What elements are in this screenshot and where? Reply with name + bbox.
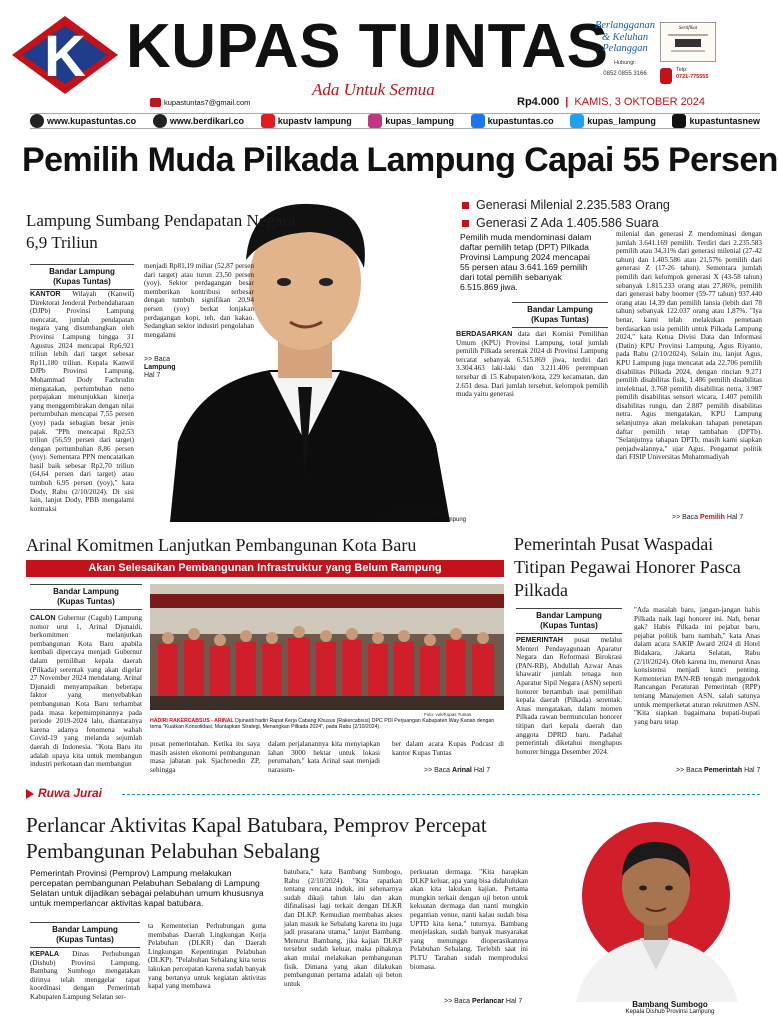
- headline-lead: Pemilih muda mendominasi dalam daftar pemilih tetap (DPT) Pilkada Provinsi Lampung 2024 mencapai 55 persen atau 3.641.169 pemilih dari total pemilih sebanyak 6.515.869 jiwa.: [460, 232, 592, 292]
- main-headline[interactable]: Pemilih Muda Pilkada Lampung Capai 55 Persen: [22, 141, 778, 179]
- youtube-icon: [261, 114, 275, 128]
- social-instagram[interactable]: kupas_lampung: [368, 114, 454, 128]
- story2-readmore[interactable]: >> Baca Arinal Hal 7: [424, 767, 491, 774]
- bullet-icon: [462, 202, 469, 209]
- story2-body-4: ber dalam acara Kupas Podcast di kantor Kupas Tuntas: [392, 740, 504, 757]
- masthead: K KUPAS TUNTAS Ada Untuk Semua kupastuntas7@gmail.com Rp4.000 | KAMIS, 3 OKTOBER 2024 Berlangganan & Keluhan Pelanggan Hubungi: 0852 0855 3166 Sertifikat Telp: 0721-775555: [0, 0, 768, 114]
- subscribe-box: Berlangganan & Keluhan Pelanggan Hubungi: 0852 0855 3166: [594, 20, 656, 77]
- story4-dateline: Bandar Lampung (Kupas Tuntas): [30, 922, 140, 952]
- headline-body-1: BERDASARKAN data dari Komisi Pemilihan Umum (KPU) Provinsi Lampung, total jumlah pemilih Pilkada serentak 2024 di Provinsi Lampung tercatat sebanyak 6.515.869 jiwa, terdiri dari 3.304.463 laki-laki dan 3.211.406 perempuan tersebar di 15 Kabupaten/kota, 229 kecamatan, dan 2.651 desa. Dari jumlah tersebut, kelompok pemilih muda yaitu generasi: [456, 329, 608, 399]
- kupas-logo-icon: [8, 14, 122, 96]
- certificate-card: Sertifikat: [660, 22, 716, 62]
- story3-readmore[interactable]: >> Baca Pemerintah Hal 7: [676, 767, 761, 774]
- story3-body-1: PEMERINTAH pusat melalui Menteri Pendayagunaan Aparatur Negara dan Reformasi Birokrasi (PAN-RB), Abdullah Azwar Anas khawatir jumlah tenaga non Aparatur Sipil Negara (ASN) seperti honorer bertambah usai pemilihan kepala daerah (Pilkada) serentak. Anas mengatakan, dalam momen Pilkada rawan bermunculan honorer titipan dari kepala daerah dan anggota DPRD baru. Padahal pemerintah diketahui menghapus honorer hingga Desember 2024.: [516, 635, 623, 756]
- story4-title[interactable]: Perlancar Aktivitas Kapal Batubara, Pemprov Percepat Pembangunan Pelabuhan Sebalang: [26, 813, 487, 863]
- story1-body-1: KANTOR Wilayah (Kanwil) Direktorat Jenderal Perbendaharaan (DJPb) Provinsi Lampung mencatat, jumlah pendapatan negara yang disumbangkan oleh Provinsi Lampung hingga 31 Agustus 2024 mencapai Rp6,921 triliun lebih dari target sebesar Rp11,180 triliun. Kepala Kanwil DJPb Provinsi Lampung, Mohammad Dody Fachrudin mengatakan, pertumbuhan netto perpajakan menunjukkan kinerja yang menggembirakan dengan nilai pertumbuhan mencapai 7,55 persen (yoy) pada sebagian besar jenis pajak. "PPh mencapai Rp2,53 triliun (56,59 persen dari target) dengan pertumbuhan 8,86 persen (yoy). Sementara PPN mencatatkan hasil baik sebesar Rp2,70 triliun (64,64 persen dari target) atau tumbuh 6,95 persen (yoy)," kata Dody, Rabu (2/10/2024). Di sisi lain, lanjut Dody, PBB mengalami kontraksi: [30, 289, 134, 513]
- social-youtube[interactable]: kupastv lampung: [261, 114, 352, 128]
- masthead-tagline: Ada Untuk Semua: [312, 80, 435, 99]
- masthead-email: kupastuntas7@gmail.com: [150, 98, 250, 107]
- portrait-caption: Agus Riyanto Ketua Divisi Datin KPU Lampung: [377, 508, 467, 523]
- twitter-icon: [570, 114, 584, 128]
- story2-body-3: dalam perjalanannya kita menyiapkan lahan 3000 hektar untuk lokasi perumahan," kata Arinal saat menjadi narasum-: [268, 740, 380, 774]
- story2-subtitle: Akan Selesaikan Pembangunan Infrastruktur yang Belum Rampung: [26, 560, 504, 577]
- story3-dateline: Bandar Lampung (Kupas Tuntas): [516, 608, 622, 638]
- story3-title[interactable]: Pemerintah Pusat Waspadai Titipan Pegawai Honorer Pasca Pilkada: [514, 534, 741, 600]
- instagram-icon: [368, 114, 382, 128]
- story4-photo-caption: Bambang Sumbogo Kepala Dishub Provinsi Lampung: [625, 1000, 715, 1015]
- social-twitter[interactable]: kupas_lampung: [570, 114, 656, 128]
- story2-body-2: pusat pemerintahan. Ketika itu saya masih asisten ekonomi pembangunan masa jabatan pak Sjachroedin ZP, sehingga: [150, 740, 260, 774]
- globe-icon: [30, 114, 44, 128]
- social-facebook[interactable]: kupastuntas.co: [471, 114, 554, 128]
- story2-body-1: CALON Gubernur (Cagub) Lampung nomor urut 1, Arinal Djunaidi, berkomitmen melanjutkan pembangunan Kota Baru apabila kembali dipercaya menjadi Gubernur dalam pemilihan kepala daerah (Pilkada) serentak yang akan digelar 27 November 2024 mendatang. Arinal Djunaidi menyampaikan beberapa faktor yang menyebabkan pembangunan Kota Baru terhambat pada masa kepemimpinannya pada periode 2019-2024 lalu, diantaranya karena adanya fenomena wabah Covid-19 yang melanda sejumlah daerah di Indonesia. "Kota Baru itu adalah upaya kita untuk membangun industri perkotaan dan membangun: [30, 613, 142, 769]
- story4-body-2: ta Kementerian Perhubungan guna membahas Daerah Lingkungan Kerja Pelabuhan (DLKR) dan Daerah Lingkungan Kepentingan Pelabuhan (DLKP). "Pelabuhan Sebalang kita terus lakukan percepatan karena sudah banyak yang bertanya untuk kegiatan aktivitas kapal yang membawa: [148, 922, 266, 991]
- phone-icon: [660, 68, 672, 84]
- story1-readmore[interactable]: >> Baca Lampung Hal 7: [144, 356, 176, 379]
- story1-dateline: Bandar Lampung (Kupas Tuntas): [30, 264, 134, 294]
- headline-body-2: milenial dan generasi Z mendominasi dengan jumlah 3.641.169 pemilih. Terdiri dari 2.235.583 pemilih atau 34,31% dari generasi milenial (27-42 tahun) dan 1.405.586 atau 21,57% pemilih dari generasi Z (17-26 tahun). Sementara jumlah pemilih dari kelompok generasi X (43-58 tahun) sebanyak 1.815.233 orang atau 27,86%, pemilih dari generasi baby boomer (59-77 tahun) 937.440 orang atau 14,39 dan pemilih lansia (lebih dari 78 tahun) sebanyak 122.037 orang atau 1,87%. "Iya benar, kami telah melakukan pemetaan berdasarkan usia pemilih untuk Pilkada Lampung 2024," kata Ketua Divisi Data dan Informasi (Datin) KPU Provinsi Lampung, Agus Riyanto, pada Rabu (2/10/2024). Selain itu, lanjut Agus, KPU Lampung juga mencatat ada 22.706 pemilih disabilitas Pilkada 2024, dengan rincian 9.271 pemilih disabilitas fisik, 1.486 pemilih disabilitas intelektual, 3.768 pemilih disabilitas netra, 3.987 pemilih disabilitas sensori wicara, 1.407 pemilih disabilitas rungu, dan 2.887 pemilih disabilitas netra. Agus mengatakan, KPU Lampung selanjutnya akan melakukan tahapan penetapan daftar pemilih tetap tambahan (DPTb). "Selanjutnya tahapan DPTb, masih kami siapkan penjadwalannya," ujar Agus. Pengamat politik dari FISIP Universitas Muhammadiyah: [616, 230, 762, 462]
- section-arrow-icon: [26, 789, 34, 799]
- masthead-date: KAMIS, 3 OKTOBER 2024: [574, 96, 706, 108]
- globe-icon: [153, 114, 167, 128]
- story4-photo: [548, 806, 760, 1002]
- story2-dateline: Bandar Lampung (Kupas Tuntas): [30, 584, 142, 614]
- story4-lead: Pemerintah Provinsi (Pemprov) Lampung melakukan percepatan pembangunan Pelabuhan Sebalang di Lampung Selatan untuk dijadikan sebagai pelabuhan umum khususnya untuk memperlancar aktivitas kapal batubara.: [30, 868, 264, 908]
- facebook-icon: [471, 114, 485, 128]
- bullet-icon: [462, 220, 469, 227]
- section-label: Ruwa Jurai: [38, 786, 103, 800]
- story1-title[interactable]: Lampung Sumbang Pendapatan Negara 6,9 Triliun: [26, 211, 296, 252]
- story2-title[interactable]: Arinal Komitmen Lanjutkan Pembangunan Kota Baru: [26, 535, 417, 555]
- story4-readmore[interactable]: >> Baca Perlancar Hal 7: [444, 998, 523, 1005]
- story2-photo: [150, 584, 504, 710]
- social-website-2[interactable]: www.berdikari.co: [153, 114, 244, 128]
- headline-dateline: Bandar Lampung (Kupas Tuntas): [512, 302, 608, 328]
- social-bar: [30, 113, 760, 129]
- story2-photo-caption: HADIRI RAKERCABSUS - ARINAL Djunaidi hadiri Rapat Kerja Cabang Khusus (Rakercabsus) DPC PDI Perjuangan Kabupaten Way Kanan dengan tema "Kuatkan Konsolidasi, Mantapkan Strategi, Menangkan Pilkada 2024", pada Rabu (2/10/2024).: [150, 718, 495, 731]
- story3-body-2: "Ada masalah baru, jangan-jangan habis Pilkada naik lagi honorer ini. Nah, benar gak? Habis Pilkada ini pejabat baru, pejabat politik baru nambah," kata Anas dalam acara SAKIP Award 2024 di Hotel Bidakara, Jakarta Selatan, Rabu (2/10/2024). Oleh karena itu, menurut Anas konsistensi menjadi kunci penting. Kementerian PAN-RB tengah menggodok Rancangan Peraturan Pemerintah (RPP) tentang Manajemen ASN, salah satunya untuk memperketat aturan rekrutmen ASN. "Kita siapkan bagaimana bupati-bupati yang baru tetap: [634, 606, 760, 726]
- story4-body-1: KEPALA Dinas Perhubungan (Dishub) Provinsi Lampung, Bambang Sumbogo mengatakan dirinya telah menggelar rapat koordinasi dengan Pemerintah Kabupaten Lampung Selatan ser-: [30, 949, 141, 1001]
- social-website[interactable]: www.kupastuntas.co: [30, 114, 136, 128]
- story4-body-4: perkuatan dermaga. "Kita harapkan DLKP keluar, apa yang bisa didahulukan akan kita lakukan kajian. Pertama mungkin terkait dengan uji beton untuk kekuatan dermaga dan nanti mungkin pegantian venue, nanti kalau sudah bisa UPTD kita kena," tuturnya. Bambang menjelaskan, sudah banyak masyarakat yang menunggu dioperasikannya Pelabuhan Sebalang. Terlebih saat ini PLTU Tarahan sudah memproduksi biomasa.: [410, 868, 529, 971]
- svg-text:K: K: [44, 24, 86, 89]
- social-tiktok[interactable]: kupastuntasnew: [672, 114, 760, 128]
- tiktok-icon: [672, 114, 686, 128]
- headline-bullets: Generasi Milenial 2.235.583 Orang Generasi Z Ada 1.405.586 Suara: [462, 196, 762, 232]
- headline-readmore[interactable]: >> Baca Pemilih Hal 7: [672, 514, 744, 521]
- story1-body-2: menjadi Rp81,19 miliar (52,87 persen dari target) atau turun 23,50 persen (yoy). Sektor perdagangan besar memberikan kontribusi terbesar dengan tumbuh signifikan 20,94 persen (yoy) berkat lonjakan perdagangan kopi, teh, dan kakao. Sedangkan sektor industri pengolahan mengalami: [144, 262, 254, 339]
- story4-body-3: batubara," kata Bambang Sumbogo, Rabu (2/10/2024). "Kita rapatkan tentang rencana induk, ini sebenarnya sudah dikaji tahun lalu dan akan difinalisasi lagi terkait dengan DLKR dan DLKP. Kemudian membahas akses jalan masuk ke Sebalang karena itu juga jadi prasarana utama," lanjut Bambang. Menurut Bambang, jika kajian DLKP tersebut sudah keluar, maka pihaknya akan mulai melakukan pembangunan fisik. Dimana yang akan dilakukan pembangunan pertama adalah uji beton untuk: [284, 868, 402, 988]
- masthead-price: Rp4.000 | KAMIS, 3 OKTOBER 2024: [517, 96, 706, 108]
- section-divider: [26, 786, 760, 802]
- masthead-title: KUPAS TUNTAS: [126, 12, 609, 81]
- story2-photo-credit: Foto: vok/Kupas Tuntas: [424, 712, 472, 717]
- email-icon: [150, 98, 161, 107]
